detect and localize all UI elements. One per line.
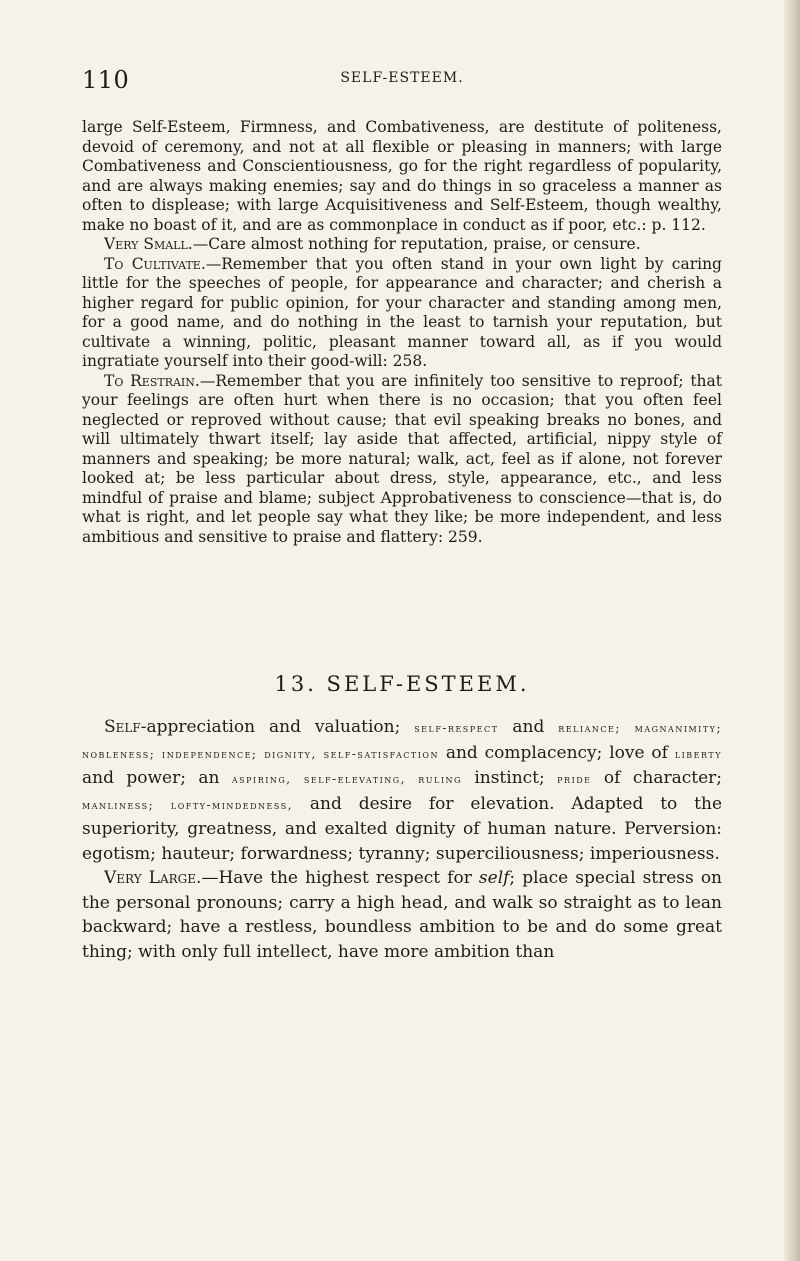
very-small-label: Very Small. [104, 235, 193, 253]
term-manliness: manliness; lofty-mindedness, [82, 797, 294, 812]
term-liberty: liberty [674, 746, 723, 761]
very-large-label: Very Large. [104, 868, 202, 888]
definition-lead: Self [104, 717, 141, 737]
page-number: 110 [82, 66, 130, 94]
page-edge-shadow [784, 0, 800, 1261]
definition-part-3: and complacency; love of [445, 742, 668, 763]
paragraph-very-large [82, 866, 722, 964]
very-large-text-2: ; place special stress on the personal pronouns; carry a high head, and walk so straight as to lean backward; have a restless, boundless ambition to be and do some great thing; with only full intellect, have more ambition than [82, 868, 722, 962]
term-self-respect: self-respect [414, 721, 499, 735]
paragraph-definition [82, 715, 722, 866]
to-cultivate-text: —Remember that you often stand in your own light by caring little for the speeches of people, for appearance and character; and cherish a higher regard for public opinion, for your character and standing among men, for a good name, and do nothing in the least to tarnish your reputation, but cultivate a winning, politic, pleasant manner toward all, as if you would ingratiate yourself into their good-will: 258. [82, 254, 722, 370]
section-title: 13. SELF-ESTEEM. [274, 672, 530, 696]
term-self-satisfaction: self-satisfaction [323, 746, 439, 761]
to-restrain-text: —Remember that you are infinitely too sensitive to reproof; that your feelings are often hurt when there is no occasion; that you often feel neglected or reproved without cause; that evil speaking breaks no bones, and will ultimately thwart itself; lay aside that affected, artificial, nippy style of manners and speaking; be more natural; walk, act, feel as if alone, not forever looked at; be less particular about dress, style, appearance, etc., and less mindful of praise and blame; subject Approbativeness to conscience—that is, do what is right, and let people say what they like; be more independent, and less ambitious and sensitive to praise and flattery: 259. [82, 371, 722, 546]
upper-text-block [82, 118, 722, 547]
definition-part-1: -appreciation and valuation; [140, 717, 401, 737]
paragraph-to-restrain [82, 372, 722, 548]
term-pride: pride [557, 772, 592, 786]
definition-part-6: of character; [603, 768, 722, 788]
very-large-self-word: self [478, 868, 510, 888]
paragraph-very-small [82, 235, 722, 255]
lower-text-block [82, 715, 722, 964]
definition-part-2: and [512, 717, 545, 737]
term-reliance: reliance; magnanimity; nobleness; independence; dignity, [82, 721, 722, 761]
very-small-text: —Care almost nothing for reputation, praise, or censure. [192, 235, 641, 253]
very-large-text-1: —Have the highest respect for [201, 868, 472, 888]
to-restrain-label: To Restrain. [104, 371, 200, 390]
term-aspiring: aspiring, self-elevating, ruling [231, 772, 462, 786]
definition-part-4: and power; an [82, 768, 220, 788]
page-header [82, 66, 722, 94]
paragraph-to-cultivate [82, 255, 722, 372]
definition-part-7: and desire for elevation. Adapted to the superiority, greatness, and exalted dignity of human nature. Perversion: egotism; hauteur; forwardness; tyranny; superciliousness; imperiousness. [82, 793, 723, 864]
definition-part-5: instinct; [474, 768, 545, 788]
to-cultivate-label: To Cultivate. [104, 254, 206, 273]
paragraph-continued: large Self-Esteem, Firmness, and Combativeness, are destitute of politeness, devoid of ceremony, and not at all flexible or pleasing in manners; with large Combativeness and Conscientiousness, go for the right regardless of popularity, and are always making enemies; say and do things in so graceless a manner as often to displease; with large Acquisitiveness and Self-Esteem, though wealthy, make no boast of it, and are as commonplace in conduct as if poor, etc.: p. 112. [82, 118, 722, 234]
running-head: SELF-ESTEEM. [340, 70, 464, 86]
